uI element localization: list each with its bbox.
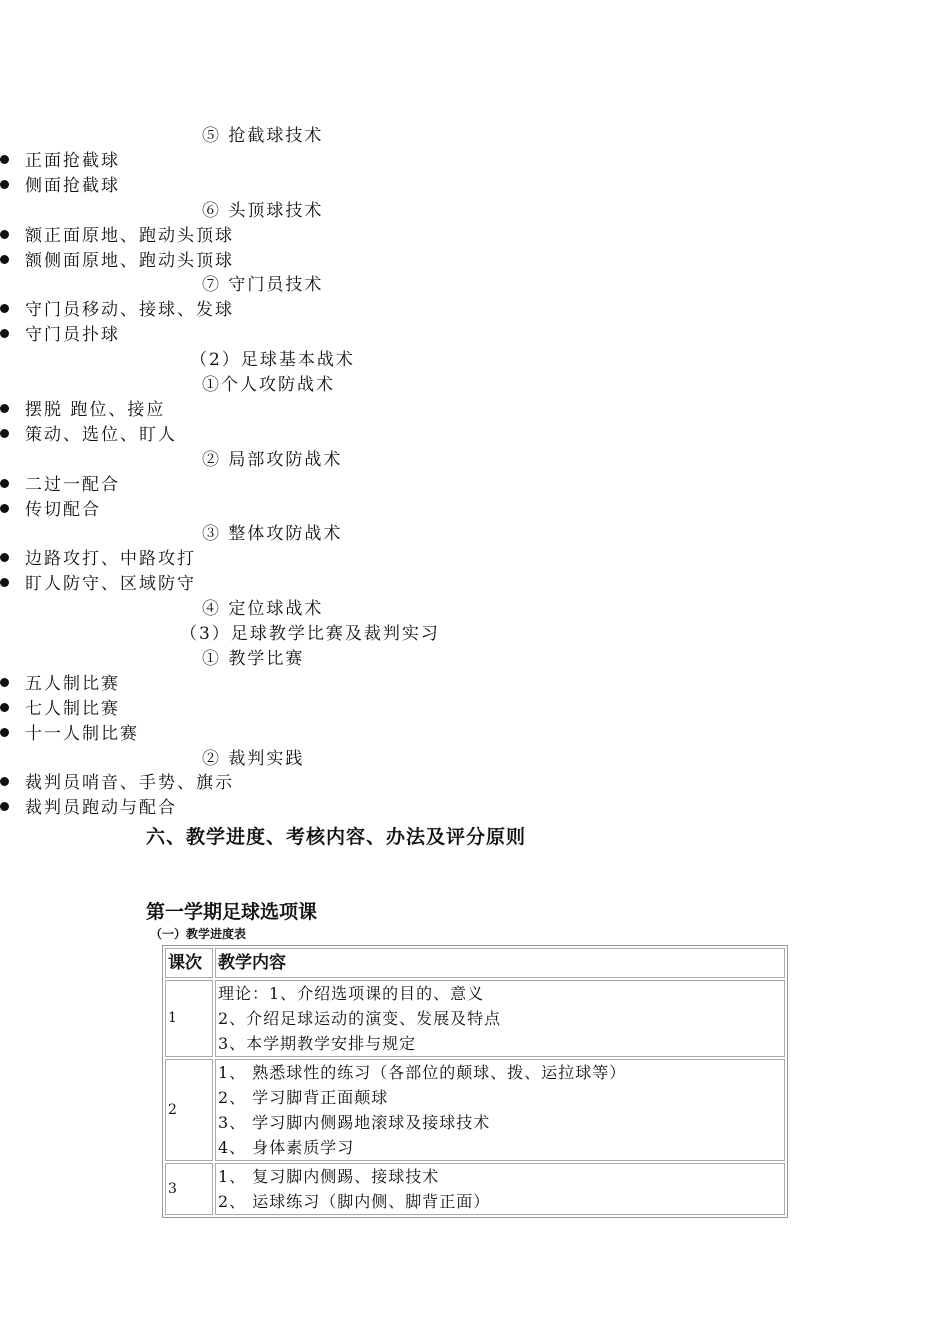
term-heading: 第一学期足球选项课: [146, 901, 318, 923]
outline-bullet-item: [0, 475, 120, 495]
lesson-number: 2: [165, 1059, 213, 1161]
bullet-icon: [0, 728, 9, 737]
lesson-content: [215, 980, 785, 1057]
outline-heading: [202, 450, 342, 470]
outline-bullet-item: [0, 798, 177, 818]
content-line: 2、 运球练习（脚内侧、脚背正面）: [218, 1192, 491, 1211]
outline-heading: [202, 649, 304, 669]
lesson-number: 1: [165, 980, 213, 1057]
outline-text: ①个人攻防战术: [202, 375, 335, 395]
outline-text: 守门员移动、接球、发球: [25, 300, 234, 321]
outline-text: 裁判员哨音、手势、旗示: [25, 773, 234, 794]
outline-text: 侧面抢截球: [25, 175, 120, 196]
bullet-icon: [0, 802, 9, 811]
outline-bullet-item: [0, 674, 120, 694]
bullet-icon: [0, 230, 9, 239]
outline-text: ④ 定位球战术: [202, 599, 324, 620]
content-line: 2、 学习脚背正面颠球: [218, 1088, 389, 1107]
outline-heading: [180, 624, 440, 644]
outline-bullet-item: [0, 400, 165, 420]
bullet-icon: [0, 553, 9, 562]
table-row: [165, 1163, 785, 1215]
outline-bullet-item: [0, 500, 101, 520]
bullet-icon: [0, 479, 9, 488]
bullet-icon: [0, 180, 9, 189]
bullet-icon: [0, 155, 9, 164]
outline-text: 策动、选位、盯人: [25, 424, 177, 445]
outline-text: （3）足球教学比赛及裁判实习: [180, 624, 440, 644]
content-line: 理论：1、介绍选项课的目的、意义: [218, 984, 485, 1003]
bullet-icon: [0, 777, 9, 786]
outline-text: 正面抢截球: [25, 150, 120, 171]
bullet-icon: [0, 504, 9, 513]
outline-bullet-item: [0, 151, 120, 171]
outline-bullet-item: [0, 300, 234, 320]
outline-text: 裁判员跑动与配合: [25, 798, 177, 819]
outline-text: 边路攻打、中路攻打: [25, 549, 196, 570]
outline-text: ⑦ 守门员技术: [202, 275, 324, 296]
table-row: [165, 1059, 785, 1161]
outline-bullet-item: [0, 549, 196, 569]
outline-text: ⑤ 抢截球技术: [202, 126, 324, 146]
outline-bullet-item: [0, 574, 196, 594]
outline-heading: [202, 524, 342, 544]
outline-text: 盯人防守、区域防守: [25, 574, 196, 595]
outline-heading: [202, 375, 335, 395]
bullet-icon: [0, 703, 9, 712]
content-line: 1、 熟悉球性的练习（各部位的颠球、拨、运拉球等）: [218, 1063, 627, 1082]
outline-bullet-item: [0, 724, 139, 744]
bullet-icon: [0, 304, 9, 313]
content-line: 3、本学期教学安排与规定: [218, 1034, 417, 1053]
bullet-icon: [0, 678, 9, 687]
outline-text: （2）足球基本战术: [190, 350, 355, 371]
outline-heading: [202, 275, 323, 295]
outline-text: 五人制比赛: [25, 673, 120, 694]
table-caption: （一）教学进度表: [150, 927, 247, 941]
outline-text: 传切配合: [25, 499, 101, 520]
table-header-row: [165, 948, 785, 978]
outline-heading: [202, 126, 323, 146]
content-line: 3、 学习脚内侧踢地滚球及接球技术: [218, 1113, 491, 1132]
outline-text: ② 局部攻防战术: [202, 449, 343, 470]
header-lesson: 课次: [165, 948, 213, 978]
outline-text: ⑥ 头顶球技术: [202, 200, 324, 221]
section-heading: 六、教学进度、考核内容、办法及评分原则: [146, 826, 527, 848]
bullet-icon: [0, 329, 9, 338]
lesson-number: 3: [165, 1163, 213, 1215]
lesson-content: [215, 1059, 785, 1161]
outline-heading: [190, 350, 355, 370]
outline-bullet-item: [0, 251, 234, 271]
content-line: 4、 身体素质学习: [218, 1138, 355, 1157]
outline-text: 摆脱 跑位、接应: [25, 399, 166, 420]
outline-text: 二过一配合: [25, 474, 120, 495]
bullet-icon: [0, 578, 9, 587]
bullet-icon: [0, 429, 9, 438]
content-line: 2、介绍足球运动的演变、发展及特点: [218, 1009, 502, 1028]
outline-text: ① 教学比赛: [202, 648, 305, 669]
outline-text: 守门员扑球: [25, 325, 120, 346]
outline-text: 额正面原地、跑动头顶球: [25, 225, 234, 246]
outline-text: ② 裁判实践: [202, 748, 305, 769]
outline-text: 额侧面原地、跑动头顶球: [25, 250, 234, 271]
outline-heading: [202, 599, 323, 619]
outline-bullet-item: [0, 425, 177, 445]
outline-bullet-item: [0, 325, 120, 345]
bullet-icon: [0, 255, 9, 264]
table-row: [165, 980, 785, 1057]
lesson-content: [215, 1163, 785, 1215]
bullet-icon: [0, 404, 9, 413]
outline-bullet-item: [0, 773, 234, 793]
outline-heading: [202, 201, 323, 221]
outline-text: 十一人制比赛: [25, 723, 139, 744]
outline-text: ③ 整体攻防战术: [202, 524, 343, 545]
outline-bullet-item: [0, 176, 120, 196]
outline-heading: [202, 749, 304, 769]
outline-bullet-item: [0, 699, 120, 719]
outline-text: 七人制比赛: [25, 698, 120, 719]
outline-bullet-item: [0, 226, 234, 246]
header-content: 教学内容: [215, 948, 785, 978]
schedule-table: [162, 945, 788, 1218]
content-line: 1、 复习脚内侧踢、接球技术: [218, 1167, 440, 1186]
